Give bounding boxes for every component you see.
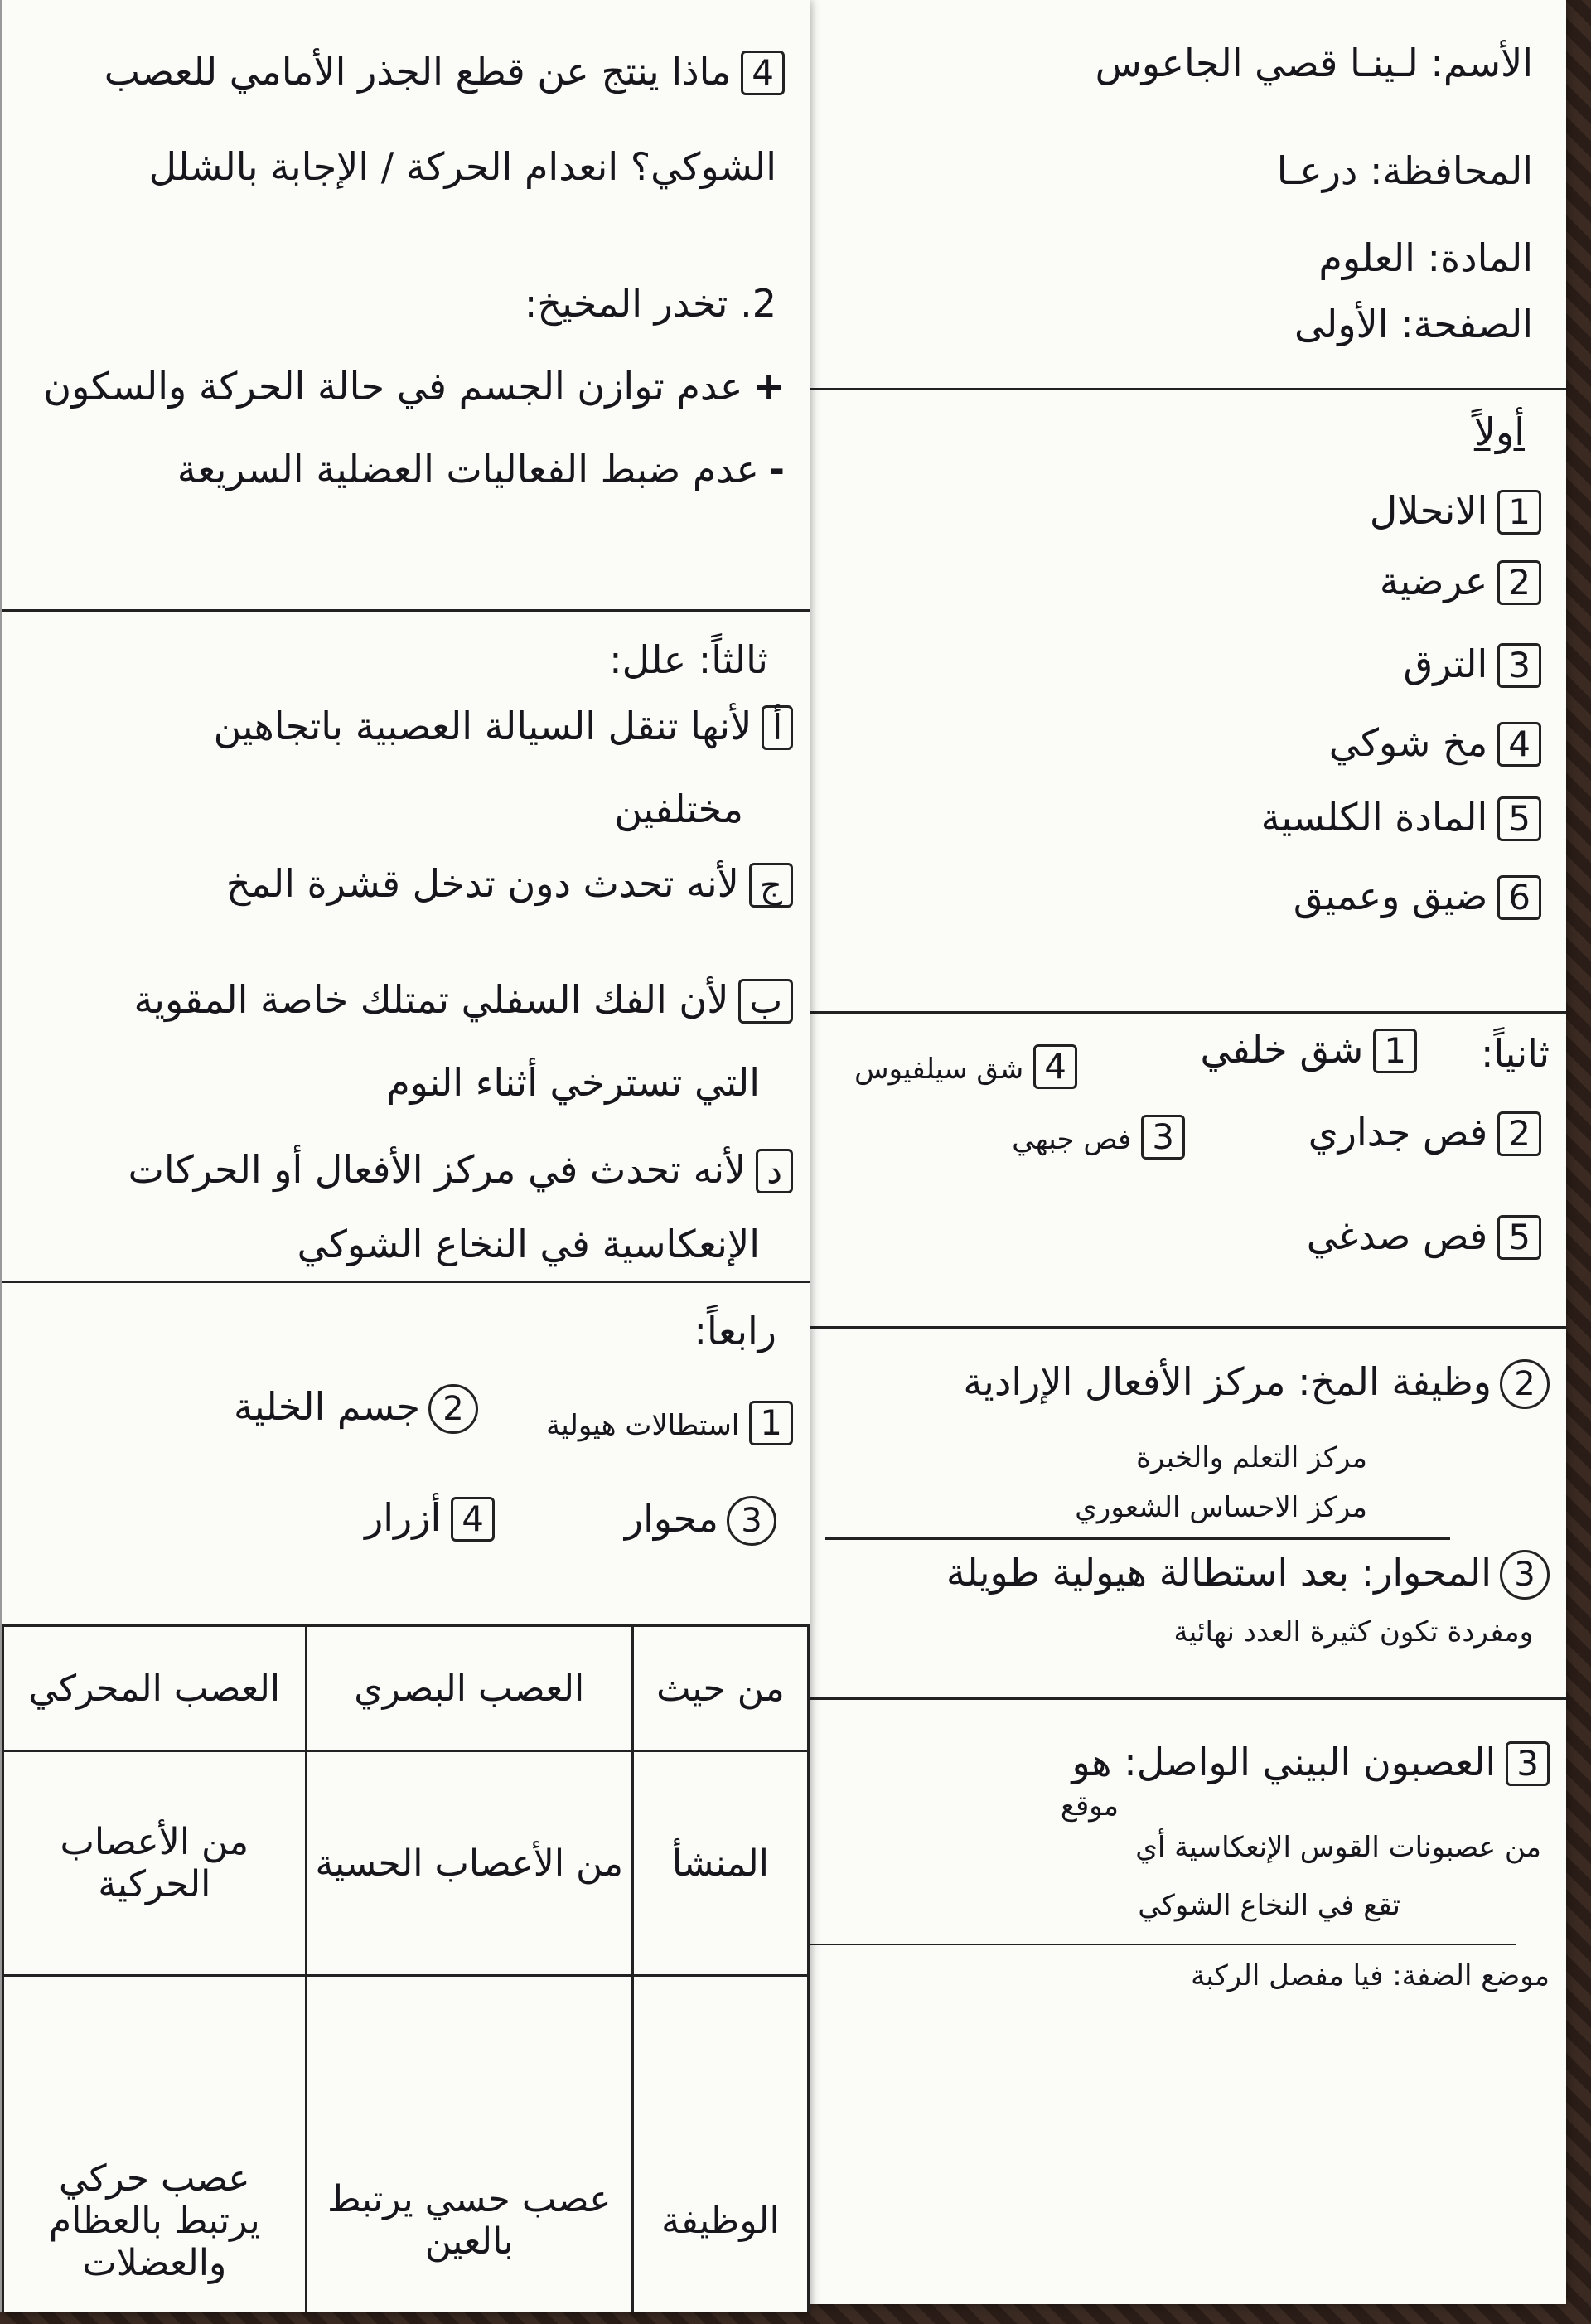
q3-answer: 3المحوار: بعد استطالة هيولية طويلة <box>946 1550 1550 1600</box>
table-row <box>3 1751 809 1976</box>
subject: المادة: العلوم <box>1318 235 1533 280</box>
reason-item: بلأن الفك السفلي تمتلك خاصة المقوية <box>133 978 793 1024</box>
answer-item: 1الانحلال <box>1370 489 1541 535</box>
q3-line2: ومفردة تكون كثيرة العدد نهائية <box>1173 1615 1533 1649</box>
table-cell: المنشأ <box>632 1751 808 1976</box>
reason-item: جلأنه تحدث دون تدخل قشرة المخ <box>226 862 793 908</box>
answer-item: 3الترق <box>1404 642 1541 688</box>
table-cell: من الأعصاب الحسية <box>306 1751 632 1976</box>
table-header-row <box>3 1626 809 1751</box>
section2-title: ثانياً: <box>1480 1031 1550 1076</box>
divider <box>808 1944 1516 1945</box>
section4-title: رابعاً: <box>694 1309 776 1353</box>
page-label: الصفحة: الأولى <box>1294 302 1533 346</box>
student-name: الأسم: لـينـا قصي الجاعوس <box>1095 41 1533 85</box>
q4-line2: الشوكي؟ انعدام الحركة / الإجابة بالشلل <box>148 144 776 189</box>
table-cell: عصب حسي يرتبط بالعين <box>306 1976 632 2313</box>
answer-item: 4شق سيلفيوس <box>854 1044 1077 1089</box>
divider <box>2 1281 810 1283</box>
divider <box>808 1011 1566 1014</box>
section1-title: أولاً <box>1473 409 1525 454</box>
reason-item: دلأنه تحدث في مركز الأفعال أو الحركات <box>128 1148 793 1193</box>
label-item: 2جسم الخلية <box>234 1384 478 1434</box>
table-cell: عصب حركي يرتبط بالعظام والعضلات <box>3 1976 307 2313</box>
answer-item: 5فص صدغي <box>1307 1214 1541 1260</box>
q3b-line4: تقع في النخاع الشوكي <box>1138 1889 1400 1922</box>
q2-answer: 2وظيفة المخ: مركز الأفعال الإرادية <box>963 1359 1550 1409</box>
q2-line3: مركز الاحساس الشعوري <box>1075 1491 1367 1524</box>
divider <box>808 388 1566 390</box>
q3b-answer: 3العصبون البيني الواصل: هو <box>1072 1741 1550 1786</box>
answer-item: 1شق خلفي <box>1200 1028 1417 1073</box>
governorate: المحافظة: درعـا <box>1276 148 1533 193</box>
answer-item: 2فص جداري <box>1308 1111 1541 1156</box>
table-cell: من الأعصاب الحركية <box>3 1751 307 1976</box>
label-item: 1استطالات هيولية <box>546 1401 793 1445</box>
divider <box>808 1697 1566 1700</box>
divider <box>2 609 810 612</box>
table-header: العصب البصري <box>306 1626 632 1751</box>
reason-line: الإنعكاسية في النخاع الشوكي <box>297 1222 760 1266</box>
q3b-line2: موقع <box>1060 1789 1119 1823</box>
label-item: 3محوار <box>625 1496 776 1546</box>
comparison-table <box>2 1624 810 2312</box>
q5-title: 2. تخدر المخيخ: <box>524 281 776 326</box>
divider <box>825 1537 1450 1540</box>
answer-item: 4مخ شوكي <box>1329 721 1541 767</box>
label-item: 4أزرار <box>365 1496 495 1542</box>
section3-title: ثالثاً: علل: <box>609 637 768 682</box>
q2-line2: مركز التعلم والخبرة <box>1136 1441 1367 1474</box>
reason-line: التي تسترخي أثناء النوم <box>386 1060 760 1105</box>
answer-item: 3فص جبهي <box>1012 1115 1185 1160</box>
q3b-line5: موضع الضفة: فيا مفصل الركبة <box>1191 1959 1550 1992</box>
q4-answer: 4ماذا ينتج عن قطع الجذر الأمامي للعصب <box>104 50 785 95</box>
table-cell: الوظيفة <box>632 1976 808 2313</box>
q5-item: +عدم توازن الجسم في حالة الحركة والسكون <box>43 364 785 409</box>
answer-item: 6ضيق وعميق <box>1294 874 1541 920</box>
reason-item: ألأنها تنقل السيالة العصبية باتجاهين <box>214 704 793 750</box>
table-row <box>3 1976 809 2313</box>
divider <box>808 1326 1566 1329</box>
table-header: من حيث <box>632 1626 808 1751</box>
reason-line: مختلفين <box>614 787 743 831</box>
right-page <box>808 0 1566 2304</box>
q3b-line3: من عصبونات القوس الإنعكاسية أي <box>1135 1831 1541 1864</box>
answer-item: 5المادة الكلسية <box>1261 796 1541 841</box>
table-header: العصب المحركي <box>3 1626 307 1751</box>
q5-item: -عدم ضبط الفعاليات العضلية السريعة <box>177 447 785 491</box>
answer-item: 2عرضية <box>1380 559 1541 605</box>
